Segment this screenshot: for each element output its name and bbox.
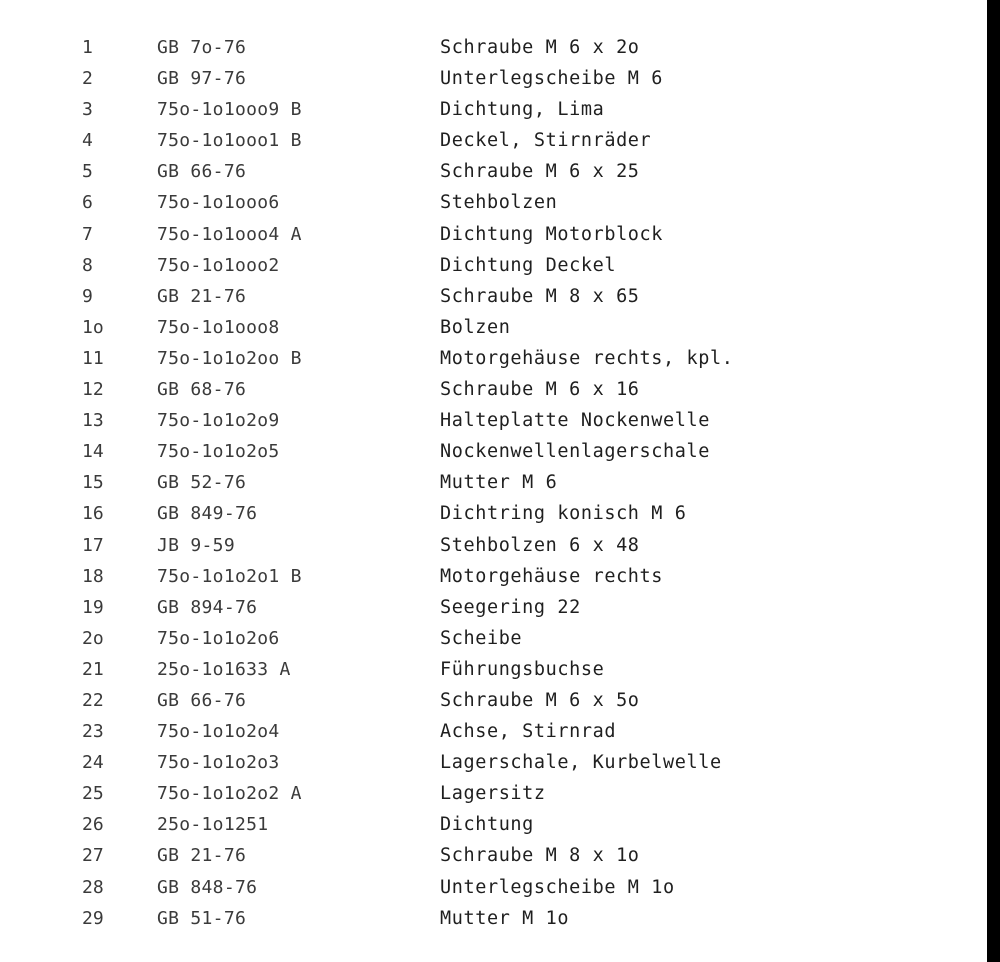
list-item (0, 623, 980, 654)
part-description: Scheibe (440, 627, 523, 649)
list-item (0, 436, 980, 467)
item-number: 19 (82, 596, 104, 618)
list-item (0, 405, 980, 436)
list-item (0, 685, 980, 716)
list-item (0, 32, 980, 63)
part-description: Stehbolzen 6 x 48 (440, 534, 640, 556)
parts-list (0, 32, 980, 934)
part-code: GB 66-76 (157, 161, 247, 183)
part-description: Schraube M 6 x 16 (440, 379, 640, 401)
part-code: 75o-1o1ooo8 (157, 316, 280, 338)
scan-edge-border (987, 0, 1000, 962)
part-code: GB 21-76 (157, 285, 247, 307)
part-description: Mutter M 6 (440, 472, 558, 494)
part-code: 75o-1o1o2o3 (157, 752, 280, 774)
part-code: 75o-1o1o2o9 (157, 410, 280, 432)
list-item (0, 872, 980, 903)
part-description: Motorgehäuse rechts (440, 565, 664, 587)
list-item (0, 219, 980, 250)
item-number: 3 (82, 99, 93, 121)
list-item (0, 156, 980, 187)
item-number: 18 (82, 565, 104, 587)
part-description: Unterlegscheibe M 6 (440, 68, 664, 90)
item-number: 25 (82, 783, 104, 805)
part-code: 75o-1o1o2o2 A (157, 783, 302, 805)
part-code: 25o-1o1251 (157, 814, 269, 836)
part-code: GB 97-76 (157, 68, 247, 90)
item-number: 13 (82, 410, 104, 432)
part-code: 75o-1o1o2o4 (157, 721, 280, 743)
list-item (0, 747, 980, 778)
list-item (0, 778, 980, 809)
item-number: 27 (82, 845, 104, 867)
item-number: 23 (82, 721, 104, 743)
part-description: Schraube M 6 x 5o (440, 689, 640, 711)
list-item (0, 498, 980, 529)
item-number: 2o (82, 627, 104, 649)
part-description: Dichtring konisch M 6 (440, 503, 687, 525)
part-description: Unterlegscheibe M 1o (440, 876, 675, 898)
item-number: 11 (82, 347, 104, 369)
part-code: 75o-1o1ooo1 B (157, 130, 302, 152)
list-item (0, 840, 980, 871)
item-number: 4 (82, 130, 93, 152)
part-description: Führungsbuchse (440, 658, 605, 680)
part-description: Schraube M 8 x 1o (440, 845, 640, 867)
part-description: Schraube M 6 x 25 (440, 161, 640, 183)
part-code: GB 21-76 (157, 845, 247, 867)
item-number: 26 (82, 814, 104, 836)
list-item (0, 592, 980, 623)
item-number: 6 (82, 192, 93, 214)
part-description: Schraube M 6 x 2o (440, 37, 640, 58)
list-item (0, 561, 980, 592)
part-description: Mutter M 1o (440, 907, 570, 929)
part-code: GB 68-76 (157, 379, 247, 401)
list-item (0, 903, 980, 934)
item-number: 16 (82, 503, 104, 525)
item-number: 12 (82, 379, 104, 401)
list-item (0, 467, 980, 498)
part-code: GB 66-76 (157, 689, 247, 711)
list-item (0, 125, 980, 156)
part-code: GB 849-76 (157, 503, 258, 525)
part-code: 75o-1o1ooo6 (157, 192, 280, 214)
list-item (0, 530, 980, 561)
part-description: Dichtung (440, 814, 534, 836)
item-number: 1o (82, 316, 104, 338)
item-number: 2 (82, 68, 93, 90)
item-number: 17 (82, 534, 104, 556)
part-description: Stehbolzen (440, 192, 558, 214)
list-item (0, 94, 980, 125)
part-description: Achse, Stirnrad (440, 721, 617, 743)
list-item (0, 654, 980, 685)
item-number: 7 (82, 223, 93, 245)
part-description: Bolzen (440, 316, 511, 338)
item-number: 22 (82, 689, 104, 711)
list-item (0, 312, 980, 343)
part-code: GB 52-76 (157, 472, 247, 494)
list-item (0, 63, 980, 94)
part-description: Seegering 22 (440, 596, 581, 618)
list-item (0, 187, 980, 218)
item-number: 14 (82, 441, 104, 463)
part-code: 75o-1o1ooo4 A (157, 223, 302, 245)
item-number: 29 (82, 907, 104, 929)
part-description: Lagerschale, Kurbelwelle (440, 752, 722, 774)
item-number: 21 (82, 658, 104, 680)
item-number: 28 (82, 876, 104, 898)
list-item (0, 374, 980, 405)
list-item (0, 716, 980, 747)
part-description: Schraube M 8 x 65 (440, 285, 640, 307)
list-item (0, 809, 980, 840)
part-description: Dichtung Deckel (440, 254, 617, 276)
part-code: GB 51-76 (157, 907, 247, 929)
part-code: JB 9-59 (157, 534, 235, 556)
part-code: 75o-1o1o2o6 (157, 627, 280, 649)
part-description: Halteplatte Nockenwelle (440, 410, 710, 432)
item-number: 9 (82, 285, 93, 307)
item-number: 24 (82, 752, 104, 774)
list-item (0, 281, 980, 312)
part-description: Dichtung, Lima (440, 99, 605, 121)
list-item (0, 250, 980, 281)
part-code: 75o-1o1ooo9 B (157, 99, 302, 121)
part-description: Dichtung Motorblock (440, 223, 664, 245)
part-code: 75o-1o1o2o5 (157, 441, 280, 463)
part-code: 75o-1o1o2oo B (157, 347, 302, 369)
part-code: 25o-1o1633 A (157, 658, 291, 680)
item-number: 8 (82, 254, 93, 276)
part-description: Nockenwellenlagerschale (440, 441, 710, 463)
part-code: GB 894-76 (157, 596, 258, 618)
item-number: 5 (82, 161, 93, 183)
part-code: GB 7o-76 (157, 37, 247, 58)
part-description: Lagersitz (440, 783, 546, 805)
part-code: 75o-1o1o2o1 B (157, 565, 302, 587)
part-description: Deckel, Stirnräder (440, 130, 652, 152)
list-item (0, 343, 980, 374)
part-code: GB 848-76 (157, 876, 258, 898)
item-number: 15 (82, 472, 104, 494)
part-description: Motorgehäuse rechts, kpl. (440, 347, 734, 369)
item-number: 1 (82, 37, 93, 58)
part-code: 75o-1o1ooo2 (157, 254, 280, 276)
